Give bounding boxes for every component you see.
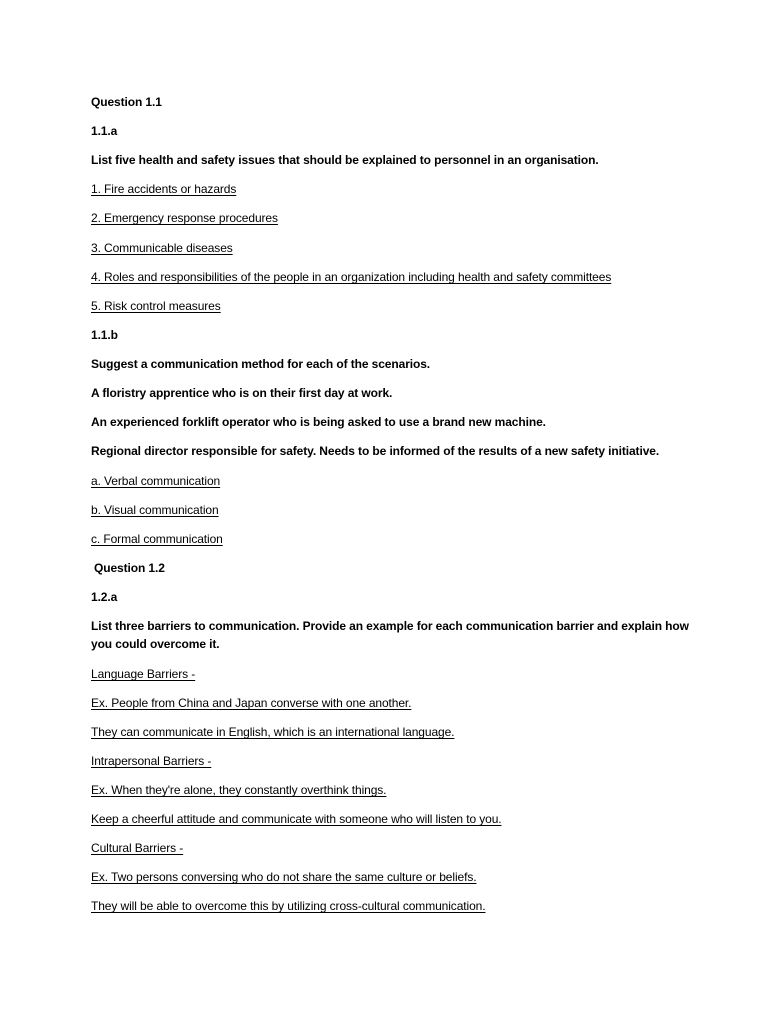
barrier-3-solution: They will be able to overcome this by utilizing cross-cultural communication. <box>91 899 486 913</box>
barrier-2-solution: Keep a cheerful attitude and communicate with someone who will listen to you. <box>91 812 502 826</box>
barrier-3-example: Ex. Two persons conversing who do not share the same culture or beliefs. <box>91 870 477 884</box>
scenario-2: An experienced forklift operator who is being asked to use a brand new machine. <box>91 415 546 429</box>
section-1-1-a-label: 1.1.a <box>91 124 118 138</box>
scenario-3: Regional director responsible for safety. Needs to be informed of the results of a new safety initiative. <box>91 444 660 458</box>
scenario-1: A floristry apprentice who is on their first day at work. <box>91 386 393 400</box>
answer-1-1-b-c: c. Formal communication <box>91 532 223 546</box>
answer-1-1-a-3: 3. Communicable diseases <box>91 241 233 255</box>
answer-1-1-a-1: 1. Fire accidents or hazards <box>91 182 237 196</box>
section-1-1-a-prompt: List five health and safety issues that should be explained to personnel in an organisation. <box>91 153 599 167</box>
barrier-1-heading: Language Barriers - <box>91 667 196 681</box>
barrier-2-heading: Intrapersonal Barriers - <box>91 754 212 768</box>
question-1-2-title: Question 1.2 <box>94 561 165 575</box>
answer-1-1-a-4: 4. Roles and responsibilities of the people in an organization including health and safety committees <box>91 270 612 284</box>
section-1-2-a-label: 1.2.a <box>91 590 118 604</box>
answer-1-1-b-b: b. Visual communication <box>91 503 219 517</box>
question-1-1-title: Question 1.1 <box>91 95 162 109</box>
section-1-1-b-label: 1.1.b <box>91 328 118 342</box>
section-1-2-a-prompt: List three barriers to communication. Provide an example for each communication barrier and explain how you could overcome it. <box>91 619 689 651</box>
barrier-3-heading: Cultural Barriers - <box>91 841 184 855</box>
barrier-1-solution: They can communicate in English, which is an international language. <box>91 725 455 739</box>
barrier-1-example: Ex. People from China and Japan converse with one another. <box>91 696 412 710</box>
barrier-2-example: Ex. When they're alone, they constantly overthink things. <box>91 783 387 797</box>
section-1-1-b-prompt: Suggest a communication method for each of the scenarios. <box>91 357 431 371</box>
answer-1-1-b-a: a. Verbal communication <box>91 474 221 488</box>
answer-1-1-a-2: 2. Emergency response procedures <box>91 211 278 225</box>
answer-1-1-a-5: 5. Risk control measures <box>91 299 221 313</box>
